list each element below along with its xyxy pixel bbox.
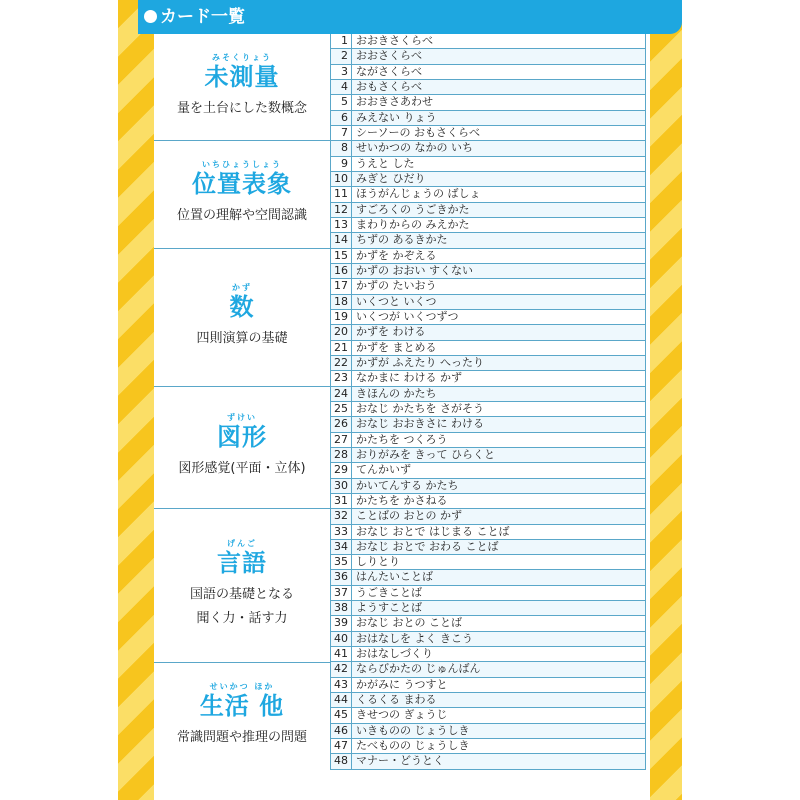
card-number: 30 xyxy=(331,479,352,493)
card-title: おなじ おおきさに わける xyxy=(356,417,484,431)
table-row xyxy=(331,678,645,693)
card-number: 42 xyxy=(331,662,352,676)
card-title: いくつが いくつずつ xyxy=(356,309,459,323)
table-row xyxy=(331,249,645,264)
card-title: みぎと ひだり xyxy=(356,171,426,185)
card-title: まわりからの みえかた xyxy=(356,217,470,231)
table-row xyxy=(331,387,645,402)
category-description xyxy=(154,726,330,750)
table-row xyxy=(331,172,645,187)
category-group xyxy=(154,249,330,387)
category-group xyxy=(154,387,330,510)
card-number: 48 xyxy=(331,754,352,768)
card-number: 43 xyxy=(331,678,352,692)
card-title: ならびかたの じゅんばん xyxy=(356,662,481,676)
table-row xyxy=(331,754,645,769)
table-row xyxy=(331,601,645,616)
card-number: 45 xyxy=(331,708,352,722)
card-title: ことばの おとの かず xyxy=(356,509,462,523)
table-row xyxy=(331,310,645,325)
card-number: 22 xyxy=(331,356,352,370)
category-description-line: 量を土台にした数概念 xyxy=(176,101,307,117)
card-number: 41 xyxy=(331,647,352,661)
category-description-line: 聞く力・話す力 xyxy=(196,611,288,627)
card-title: しりとり xyxy=(356,555,400,569)
card-list-panel xyxy=(154,34,650,800)
card-number: 9 xyxy=(331,157,352,171)
category-description xyxy=(154,327,330,351)
table-row xyxy=(331,402,645,417)
card-number: 17 xyxy=(331,279,352,293)
table-row xyxy=(331,616,645,631)
table-row xyxy=(331,371,645,386)
card-number: 46 xyxy=(331,724,352,738)
card-title: かずが ふえたり へったり xyxy=(356,355,484,369)
table-row xyxy=(331,157,645,172)
card-number: 24 xyxy=(331,387,352,401)
table-row xyxy=(331,433,645,448)
page-title: カード一覧 xyxy=(160,7,245,27)
card-number: 12 xyxy=(331,203,352,217)
card-number: 11 xyxy=(331,187,352,201)
category-title: 言語 xyxy=(217,549,267,578)
card-title: すごろくの うごきかた xyxy=(356,202,470,216)
table-row xyxy=(331,341,645,356)
card-title: ようすことば xyxy=(356,601,422,615)
card-number: 16 xyxy=(331,264,352,278)
card-number: 32 xyxy=(331,509,352,523)
card-number: 2 xyxy=(331,49,352,63)
card-number: 15 xyxy=(331,249,352,263)
card-number: 1 xyxy=(331,34,352,48)
category-reading: ずけい xyxy=(227,413,257,423)
table-row xyxy=(331,141,645,156)
table-row xyxy=(331,279,645,294)
card-number: 44 xyxy=(331,693,352,707)
card-title: おなじ かたちを さがそう xyxy=(356,401,484,415)
card-title: みえない りょう xyxy=(356,110,437,124)
card-title: いきものの じょうしき xyxy=(356,723,470,737)
table-row xyxy=(331,509,645,524)
table-row xyxy=(331,662,645,677)
card-number: 13 xyxy=(331,218,352,232)
category-title: 未測量 xyxy=(204,63,280,92)
category-reading: せいかつ ほか xyxy=(209,682,275,692)
category-description-line: 国語の基礎となる xyxy=(189,587,294,603)
card-number: 18 xyxy=(331,295,352,309)
card-number: 29 xyxy=(331,463,352,477)
category-reading: みそくりょう xyxy=(212,53,272,63)
card-number: 7 xyxy=(331,126,352,140)
table-row xyxy=(331,739,645,754)
category-description-line: 位置の理解や空間認識 xyxy=(176,208,307,224)
table-row xyxy=(331,479,645,494)
card-title: おりがみを きって ひらくと xyxy=(356,447,495,461)
card-title: おおさくらべ xyxy=(356,49,422,63)
table-row xyxy=(331,555,645,570)
card-number: 31 xyxy=(331,494,352,508)
category-description-line: 四則演算の基礎 xyxy=(196,331,288,347)
table-row xyxy=(331,693,645,708)
card-title: たべものの じょうしき xyxy=(356,739,470,753)
card-title: おなじ おとの ことば xyxy=(356,616,462,630)
card-title: きほんの かたち xyxy=(356,386,437,400)
card-title: かずの おおい すくない xyxy=(356,263,473,277)
card-title: おはなしづくり xyxy=(356,647,433,661)
table-row xyxy=(331,187,645,202)
category-title: 数 xyxy=(229,293,255,322)
card-number: 33 xyxy=(331,525,352,539)
table-row xyxy=(331,417,645,432)
table-row xyxy=(331,325,645,340)
category-title: 位置表象 xyxy=(192,170,292,199)
bullet-icon xyxy=(144,10,157,23)
table-row xyxy=(331,126,645,141)
card-title: てんかいず xyxy=(356,463,411,477)
table-row xyxy=(331,448,645,463)
card-title: はんたいことば xyxy=(356,570,433,584)
card-number: 19 xyxy=(331,310,352,324)
category-title: 生活 他 xyxy=(199,692,285,721)
card-number: 14 xyxy=(331,233,352,247)
table-row xyxy=(331,233,645,248)
table-row xyxy=(331,647,645,662)
card-title: くるくる まわる xyxy=(356,693,437,707)
table-row xyxy=(331,632,645,647)
card-number: 3 xyxy=(331,65,352,79)
table-row xyxy=(331,586,645,601)
card-number: 5 xyxy=(331,95,352,109)
table-row xyxy=(331,65,645,80)
category-column xyxy=(154,34,330,770)
card-number: 20 xyxy=(331,325,352,339)
card-table xyxy=(330,34,646,770)
card-title: なかまに わける かず xyxy=(356,371,462,385)
category-description-line: 図形感覚(平面・立体) xyxy=(178,461,306,477)
card-title: マナー・どうとく xyxy=(356,754,444,768)
table-row xyxy=(331,295,645,310)
table-row xyxy=(331,570,645,585)
table-row xyxy=(331,525,645,540)
card-number: 21 xyxy=(331,341,352,355)
card-number: 34 xyxy=(331,540,352,554)
category-group xyxy=(154,34,330,141)
card-title: かずを まとめる xyxy=(356,340,437,354)
card-title: シーソーの おもさくらべ xyxy=(356,125,481,139)
card-number: 28 xyxy=(331,448,352,462)
category-description-line: 常識問題や推理の問題 xyxy=(176,730,307,746)
table-row xyxy=(331,95,645,110)
card-title: かがみに うつすと xyxy=(356,677,448,691)
card-title: ちずの あるきかた xyxy=(356,233,448,247)
card-number: 35 xyxy=(331,555,352,569)
card-title: きせつの ぎょうじ xyxy=(356,708,448,722)
table-row xyxy=(331,203,645,218)
category-reading: かず xyxy=(232,283,252,293)
card-title: かたちを つくろう xyxy=(356,432,448,446)
category-reading: げんご xyxy=(227,539,257,549)
card-title: うえと した xyxy=(356,156,415,170)
table-row xyxy=(331,356,645,371)
table-row xyxy=(331,540,645,555)
card-number: 26 xyxy=(331,417,352,431)
table-row xyxy=(331,34,645,49)
card-title: おおきさあわせ xyxy=(356,95,433,109)
category-description xyxy=(154,97,330,121)
category-description xyxy=(154,457,330,481)
card-number: 8 xyxy=(331,141,352,155)
table-row xyxy=(331,724,645,739)
category-reading: いちひょうしょう xyxy=(202,160,282,170)
category-description xyxy=(154,583,330,631)
table-row xyxy=(331,80,645,95)
category-description xyxy=(154,204,330,228)
table-row xyxy=(331,494,645,509)
card-number: 38 xyxy=(331,601,352,615)
card-title: うごきことば xyxy=(356,585,422,599)
card-title: ほうがんじょうの ばしょ xyxy=(356,187,481,201)
card-number: 37 xyxy=(331,586,352,600)
card-title: おはなしを よく きこう xyxy=(356,631,473,645)
table-row xyxy=(331,264,645,279)
card-number: 4 xyxy=(331,80,352,94)
card-title: かいてんする かたち xyxy=(356,478,459,492)
card-number: 23 xyxy=(331,371,352,385)
card-number: 39 xyxy=(331,616,352,630)
table-row xyxy=(331,463,645,478)
card-number: 10 xyxy=(331,172,352,186)
card-title: せいかつの なかの いち xyxy=(356,141,473,155)
category-title: 図形 xyxy=(217,423,267,452)
card-title: いくつと いくつ xyxy=(356,294,437,308)
category-group xyxy=(154,141,330,248)
category-group xyxy=(154,663,330,770)
table-row xyxy=(331,708,645,723)
page-header xyxy=(138,0,682,34)
card-number: 27 xyxy=(331,433,352,447)
card-title: かずを わける xyxy=(356,325,426,339)
card-title: おなじ おとで おわる ことば xyxy=(356,539,499,553)
card-title: ながさくらべ xyxy=(356,64,422,78)
card-title: かずを かぞえる xyxy=(356,248,437,262)
card-title: おなじ おとで はじまる ことば xyxy=(356,524,510,538)
card-title: おおきさくらべ xyxy=(356,34,433,47)
table-row xyxy=(331,111,645,126)
category-group xyxy=(154,509,330,662)
table-row xyxy=(331,49,645,64)
card-title: かずの たいおう xyxy=(356,279,437,293)
card-number: 47 xyxy=(331,739,352,753)
card-number: 25 xyxy=(331,402,352,416)
table-row xyxy=(331,218,645,233)
card-number: 40 xyxy=(331,632,352,646)
card-title: おもさくらべ xyxy=(356,79,422,93)
card-number: 36 xyxy=(331,570,352,584)
card-title: かたちを かさねる xyxy=(356,493,448,507)
card-number: 6 xyxy=(331,111,352,125)
